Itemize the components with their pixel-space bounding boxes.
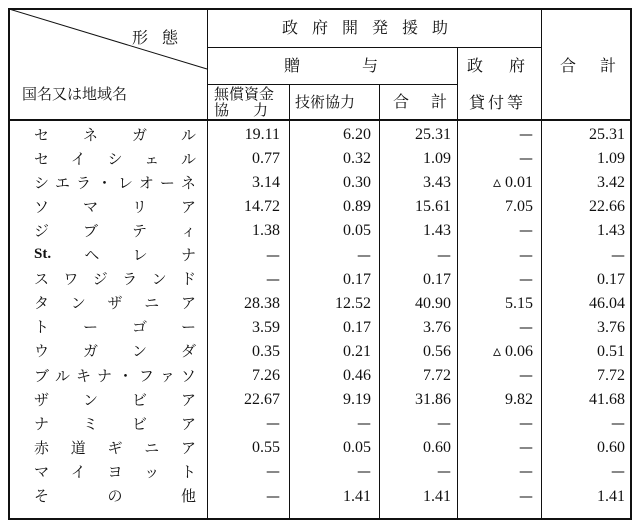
cell-loan: — — [519, 151, 533, 168]
cell-loan: ▵ 0.06 — [492, 342, 533, 360]
cell-total: — — [611, 464, 625, 481]
cell-subtotal: 25.31 — [415, 126, 451, 143]
grant-aid-heading-1: 無償資金 — [214, 85, 275, 103]
cell-tech: — — [357, 416, 371, 433]
cell-subtotal: 0.60 — [423, 439, 451, 457]
cell-total: 1.43 — [597, 222, 625, 240]
cell-tech: 0.30 — [343, 174, 371, 192]
row-name: マ イ ヨ ッ ト — [34, 462, 196, 481]
cell-grant-aid: — — [266, 416, 280, 433]
row-name: ソ マ リ ア — [34, 197, 196, 216]
cell-tech: 0.46 — [343, 367, 371, 384]
grant-aid-heading-2: 協力 — [214, 101, 293, 119]
cell-loan: — — [519, 247, 533, 264]
row-name: 赤 道 ギ ニ ア — [34, 438, 196, 457]
cell-grant-aid: 7.26 — [252, 367, 280, 384]
cell-subtotal: 1.43 — [423, 222, 451, 240]
cell-total: 1.09 — [597, 150, 625, 168]
cell-total: — — [611, 247, 625, 264]
cell-loan: 7.05 — [505, 198, 533, 216]
cell-subtotal: — — [437, 247, 451, 264]
row-name: セ ネ ガ ル — [34, 125, 196, 144]
cell-grant-aid: 0.77 — [252, 150, 280, 168]
cell-total: — — [611, 416, 625, 433]
row-name: ナ ミ ビ ア — [34, 414, 196, 433]
cell-total: 0.60 — [597, 439, 625, 457]
gov-loan-heading-bottom: 貸付等 — [469, 93, 527, 112]
cell-subtotal: 1.41 — [423, 487, 451, 505]
row-name: タ ン ザ ニ ア — [34, 294, 196, 313]
cell-grant-aid: 1.38 — [252, 222, 280, 240]
gov-loan-heading-top: 政府 — [467, 56, 552, 75]
row-name: St. ヘ レ ナ — [34, 246, 196, 264]
cell-tech: 0.05 — [343, 439, 371, 457]
cell-grant-aid: 28.38 — [244, 294, 280, 312]
header-diagonal — [9, 9, 208, 120]
cell-subtotal: 3.43 — [423, 174, 451, 192]
cell-tech: 12.52 — [335, 294, 371, 312]
row-name: ジ ブ テ ィ — [34, 221, 196, 240]
total-heading: 合計 — [560, 56, 640, 75]
header-divider-v-loan — [457, 47, 458, 520]
header-divider-v-tech — [289, 84, 290, 520]
cell-total: 46.04 — [589, 294, 625, 312]
cell-loan: — — [519, 440, 533, 457]
cell-subtotal: 1.09 — [423, 150, 451, 168]
row-name: シ エ ラ ・ レ オ ー ネ — [34, 173, 196, 192]
cell-total: 41.68 — [589, 391, 625, 409]
cell-grant-aid: — — [266, 464, 280, 481]
row-name: セ イ シ ェ ル — [34, 149, 196, 168]
cell-tech: 0.89 — [343, 198, 371, 216]
cell-grant-aid: 22.67 — [244, 391, 280, 409]
cell-grant-aid: — — [266, 247, 280, 264]
cell-loan: — — [519, 271, 533, 288]
header-divider-h1 — [207, 47, 541, 48]
cell-tech: — — [357, 247, 371, 264]
row-name: そ の 他 — [34, 487, 196, 505]
cell-grant-aid: — — [266, 271, 280, 288]
cell-total: 25.31 — [589, 126, 625, 143]
cell-tech: 0.05 — [343, 222, 371, 240]
cell-tech: 0.17 — [343, 270, 371, 288]
cell-total: 3.76 — [597, 318, 625, 336]
grant-heading: 贈与 — [284, 56, 441, 75]
cell-total: 7.72 — [597, 367, 625, 384]
form-label: 形態 — [132, 28, 193, 47]
cell-loan: ▵ 0.01 — [492, 174, 533, 192]
row-name: ブ ル キ ナ ・ フ ァ ソ — [34, 366, 196, 385]
cell-total: 1.41 — [597, 487, 625, 505]
cell-total: 22.66 — [589, 198, 625, 216]
cell-subtotal: — — [437, 416, 451, 433]
cell-loan: 9.82 — [505, 391, 533, 409]
row-name: ス ワ ジ ラ ン ド — [34, 270, 196, 289]
cell-tech: — — [357, 464, 371, 481]
row-name: ウ ガ ン ダ — [34, 342, 196, 361]
cell-tech: 1.41 — [343, 487, 371, 505]
cell-grant-aid: 0.55 — [252, 439, 280, 457]
cell-grant-aid: 0.35 — [252, 342, 280, 360]
cell-subtotal: 3.76 — [423, 318, 451, 336]
cell-loan: — — [519, 416, 533, 433]
cell-total: 3.42 — [597, 174, 625, 192]
cell-grant-aid: — — [266, 488, 280, 505]
cell-total: 0.17 — [597, 270, 625, 288]
cell-subtotal: 0.17 — [423, 270, 451, 288]
cell-tech: 0.32 — [343, 150, 371, 168]
cell-loan: — — [519, 223, 533, 240]
cell-total: 0.51 — [597, 342, 625, 360]
cell-subtotal: 7.72 — [423, 367, 451, 384]
oda-heading: 政府開発援助 — [282, 18, 463, 37]
cell-loan: — — [519, 464, 533, 481]
cell-loan: — — [519, 368, 533, 384]
cell-subtotal: 40.90 — [415, 294, 451, 312]
cell-tech: 9.19 — [343, 391, 371, 409]
header-divider-v-subtotal — [379, 84, 380, 520]
region-label: 国名又は地域名 — [22, 85, 128, 103]
row-name: ト ー ゴ ー — [34, 318, 196, 337]
header-divider-v-total — [541, 10, 542, 520]
cell-subtotal: 0.56 — [423, 342, 451, 360]
cell-tech: 0.21 — [343, 342, 371, 360]
cell-subtotal: 31.86 — [415, 391, 451, 409]
cell-grant-aid: 14.72 — [244, 198, 280, 216]
cell-tech: 0.17 — [343, 318, 371, 336]
cell-loan: — — [519, 488, 533, 505]
cell-subtotal: — — [437, 464, 451, 481]
tech-coop-heading: 技術協力 — [295, 93, 356, 111]
cell-grant-aid: 19.11 — [244, 126, 280, 143]
cell-loan: 5.15 — [505, 294, 533, 312]
cell-loan: — — [519, 127, 533, 143]
cell-tech: 6.20 — [343, 126, 371, 143]
row-name: ザ ン ビ ア — [34, 390, 196, 409]
cell-grant-aid: 3.14 — [252, 174, 280, 192]
cell-loan: — — [519, 319, 533, 336]
cell-grant-aid: 3.59 — [252, 318, 280, 336]
subtotal-heading: 合計 — [393, 92, 470, 111]
cell-subtotal: 15.61 — [415, 198, 451, 216]
